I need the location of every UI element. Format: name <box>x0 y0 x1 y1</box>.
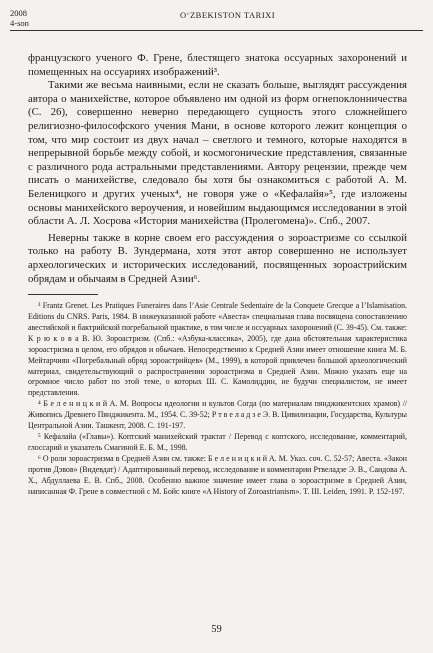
running-header <box>10 8 423 32</box>
footnote: ³ Frantz Grenet. Les Pratiques Funeraires dans l’Asie Centrale Sedentaire de la Conquete Grecque a l’Islamisation. Editions du CNRS. Paris, 1984. В нижеуказанной работе «Авеста» специальная глава посвящена сопоставлению авестийской и бактрийской погребальной практике, в том числе и оссуарных захоронений (С. 39-45). См. также: К р ю к о в а В. Ю. Зороастризм. (Спб.: «Азбука-классика», 2005), где дана обстоятельная характеристика зороастризма в целом, его обрядов и обычаев. Непосредственно к Средней Азии имеет отношение книга М. Б. Мейтарчиян «Погребальный обряд зороастрийцев» (М., 1999), в которой привлечен большой археологический материал, свидетельствующий о распространении зороастризма в Средней Азии. Можно указать еще на огромное число работ по этой теме, о которых Ш. С. Камолиддин, не будучи специалистом, не имеет представления. <box>28 301 407 398</box>
body-paragraph: французского ученого Ф. Грене, блестящего знатока оссуарных захоронений и помещенных на оссуариях изображений³. <box>28 52 407 78</box>
body-paragraph: Неверны также в корне своем его рассуждения о зороастризме со ссылкой только на работу В. Зундермана, хотя этот автор совершенно не использует археологических и исторических исследований, посвященных зороастрийским обрядам и обычаям в Средней Азии⁶. <box>28 231 407 285</box>
page-content <box>28 52 407 497</box>
footnote: ⁶ О роли зороастризма в Средней Азии см. также: Б е л е н и ц к и й А. М. Указ. соч. С. 52-57; Авеста. «Закон против Дэвов» (Видевдат) / Адаптированный перевод, исследование и комментарии Ртвеладзе Э. В., Саидова А. Х., Абдуллаева Е. В. Спб., 2008. Особенно важное значение имеет глава о зороастризме в Средней Азии, написанная Ф. Грене в совместной с М. Бойс книге «A History of Zoroastrianism». T. III. Leiden, 1991. P. 152-197. <box>28 453 407 496</box>
header-year: 2008 <box>10 8 27 18</box>
footnote-separator <box>28 294 98 295</box>
header-issue: 4-son <box>10 18 29 28</box>
page-number: 59 <box>211 624 222 635</box>
body-paragraph: Такими же весьма наивными, если не сказать больше, выглядят рассуждения автора о манихействе, которое объявлено им одной из форм огнепоклонничества (С. 26), совершенно неверно передающего сущность этого сложнейшего религиозно-философского учения Мани, в основе которого лежит концепция о том, что мир состоит из двух начал – светлого и темного, которые находятся в непрерывной борьбе между собой, и космогонические представления, связанные с различного рода астральными представлениями. Автору рецензии, прежде чем писать о манихействе, следовало бы хотя бы ознакомиться с работой А. М. Беленицкого и других ученых⁴, не говоря уже о «Кефалайя»⁵, где изложены основы манихейского вероучения, и новейшим выдающимся исследовании в этой области А. Л. Хосрова «История манихейства (Пролегомена)». Спб., 2007. <box>28 79 407 228</box>
footnote: ⁴ Б е л е н и ц к и й А. М. Вопросы идеологии и культов Согда (по материалам пянджикентских храмов) // Живопись Древнего Пянджикента. М., 1954. С. 39-52; Р т в е л а д з е Э. В. Цивилизации, Государства, Культуры Центральной Азии. Ташкент, 2008. С. 191-197. <box>28 399 407 431</box>
footnote: ⁵ Кефалайа («Главы»). Коптский манихейский трактат / Перевод с коптского, исследование, комментарий, глоссарий и указатель Смагиной Е. Б. М., 1998. <box>28 431 407 452</box>
header-rule <box>10 30 423 31</box>
header-journal-title: O‘ZBEKISTON TARIXI <box>180 10 276 20</box>
